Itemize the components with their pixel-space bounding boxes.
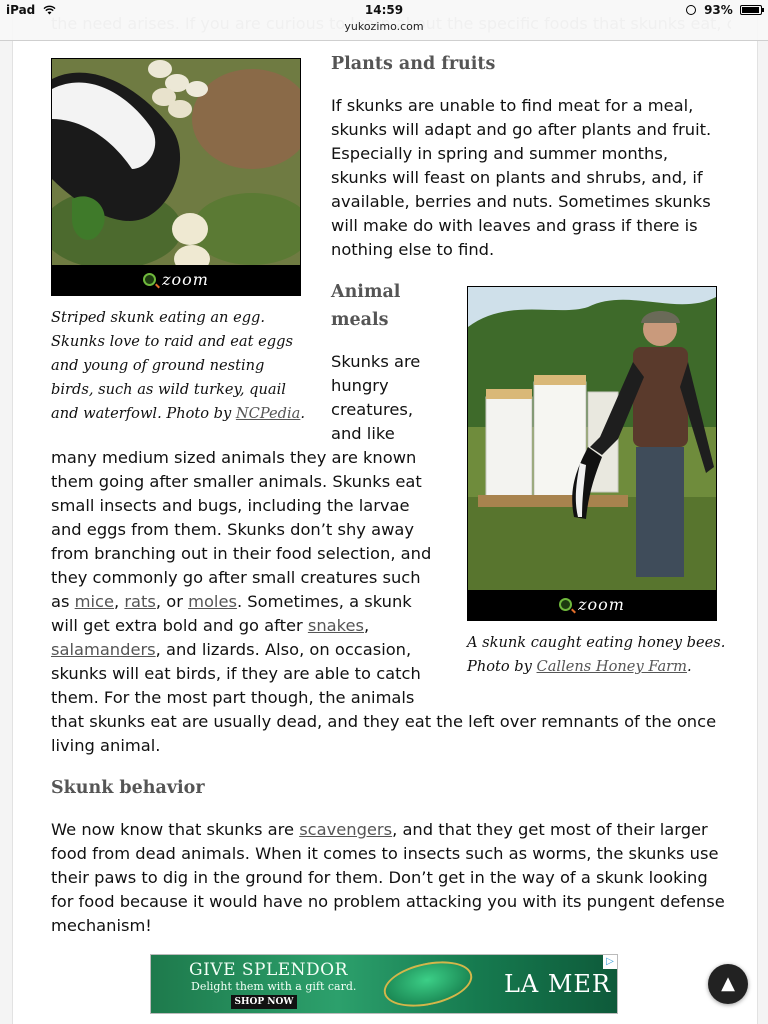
text-will-get: will get extra bold and go after [51, 616, 308, 635]
behavior-line: food from dead animals. When it comes to insects such as worms, the skunks use [51, 844, 719, 863]
text-comma: , [114, 592, 125, 611]
status-bar [0, 0, 768, 41]
la-mer-ad-banner[interactable] [150, 954, 618, 1014]
bees-caption-text: A skunk caught eating honey bees. Photo by [467, 634, 726, 675]
animal-line-mice [51, 590, 456, 614]
zoom-label: zoom [162, 270, 209, 289]
egg-caption [51, 306, 307, 426]
egg-zoom-button[interactable] [52, 265, 300, 295]
animal-line: skunks will eat birds, if they are able to catch [51, 664, 421, 683]
animal-paragraph-tail [51, 662, 456, 710]
heading-skunk-behavior: Skunk behavior [51, 778, 205, 798]
animal-line: hungry [331, 376, 389, 395]
snakes-link[interactable]: snakes [307, 616, 365, 635]
plants-line: If skunks are unable to find meat for a meal, [331, 96, 694, 115]
text-or: , or [155, 592, 189, 611]
orientation-lock-icon [686, 5, 696, 15]
bees-caption [467, 631, 727, 679]
skunk-beehive-image [468, 287, 716, 590]
ad-headline: GIVE SPLENDOR [189, 960, 348, 980]
skunk-egg-photo[interactable] [51, 58, 301, 296]
egg-caption-end: . [300, 405, 305, 422]
behavior-paragraph [51, 842, 741, 938]
animal-line: from branching out in their food selection, and [51, 544, 432, 563]
text-comma: , [364, 616, 370, 635]
ad-shop-now-button[interactable]: SHOP NOW [231, 995, 297, 1009]
behavior-line: their paws to dig in the ground for them. Don’t get in the way of a skunk looking [51, 868, 708, 887]
magnifier-icon [143, 273, 156, 286]
animal-line: many medium sized animals they are known [51, 448, 417, 467]
battery-tip [762, 8, 764, 12]
animal-paragraph-mid [51, 446, 456, 590]
text-after-salamanders: , and lizards. Also, on occasion, [155, 640, 412, 659]
animal-line-snakes [51, 614, 456, 638]
skunk-egg-image [52, 59, 300, 265]
animal-line: they commonly go after small creatures such [51, 568, 421, 587]
text-after-moles: . Sometimes, a skunk [236, 592, 412, 611]
text-as: as [51, 592, 75, 611]
zoom-label: zoom [578, 595, 625, 614]
scavengers-link[interactable]: scavengers [299, 820, 393, 839]
ad-subline: Delight them with a gift card. [191, 980, 357, 993]
behavior-line: mechanism! [51, 916, 152, 935]
animal-line: and eggs from them. Skunks don’t shy away [51, 520, 414, 539]
animal-line: and like [331, 424, 395, 443]
status-right [686, 3, 762, 17]
skunk-beehive-photo[interactable] [467, 286, 717, 621]
battery-icon [740, 5, 762, 15]
heading-line: meals [331, 310, 389, 330]
text-and-that: , and that they get most of their larger [392, 820, 708, 839]
status-time: 14:59 [364, 3, 404, 17]
heading-plants-and-fruits: Plants and fruits [331, 54, 496, 74]
address-bar-url[interactable]: yukozimo.com [344, 20, 424, 33]
magnifier-icon [559, 598, 572, 611]
text-now-know: We now know that skunks are [51, 820, 300, 839]
battery-percent: 93% [704, 3, 733, 17]
plants-line: skunks will adapt and go after plants and fruit. [331, 120, 712, 139]
plants-line: Especially in spring and summer months, [331, 144, 669, 163]
animal-line: them going after smaller animals. Skunks eat [51, 472, 422, 491]
scroll-to-top-button[interactable]: ▲ [708, 964, 748, 1004]
cream-jar-image [380, 954, 477, 1014]
device-name: iPad [6, 3, 36, 17]
animal-line-salamanders [51, 638, 456, 662]
animal-line: creatures, [331, 400, 413, 419]
battery-fill [742, 7, 759, 13]
bees-caption-end: . [686, 658, 692, 675]
animal-line: living animal. [51, 736, 161, 755]
mice-link[interactable]: mice [74, 592, 114, 611]
animal-line: small insects and bugs, including the larvae [51, 496, 410, 515]
adchoices-icon[interactable]: ▷ [603, 955, 617, 969]
animal-line: Skunks are [331, 352, 421, 371]
animal-line: them. For the most part though, the animals [51, 688, 415, 707]
ncpedia-link[interactable]: NCPedia [235, 405, 301, 422]
heading-line: Animal [331, 282, 401, 302]
plants-paragraph [331, 94, 731, 262]
plants-line: skunks will feast on plants and shrubs, and, if [331, 168, 703, 187]
salamanders-link[interactable]: salamanders [51, 640, 156, 659]
plants-line: will make do with leaves and grass if there is [331, 216, 698, 235]
egg-caption-text: Striped skunk eating an egg. Skunks love to raid and eat eggs and young of ground nesting birds, such as wild turkey, quail and waterfowl. Photo by [51, 309, 293, 422]
animal-paragraph-narrow [331, 350, 461, 446]
moles-link[interactable]: moles [188, 592, 237, 611]
plants-line: nothing else to find. [331, 240, 495, 259]
callens-honey-farm-link[interactable]: Callens Honey Farm [536, 658, 687, 675]
ad-brand-logo: LA MER [503, 970, 611, 998]
heading-animal-meals [331, 278, 400, 334]
rats-link[interactable]: rats [124, 592, 156, 611]
animal-line: that skunks eat are usually dead, and they eat the left over remnants of the once [51, 712, 717, 731]
behavior-line-1 [51, 818, 741, 842]
animal-paragraph-full [51, 710, 731, 758]
bees-zoom-button[interactable] [468, 590, 716, 620]
plants-line: available, berries and nuts. Sometimes skunks [331, 192, 711, 211]
behavior-line: for food because it would have no problem attacking you with its pungent defense [51, 892, 725, 911]
